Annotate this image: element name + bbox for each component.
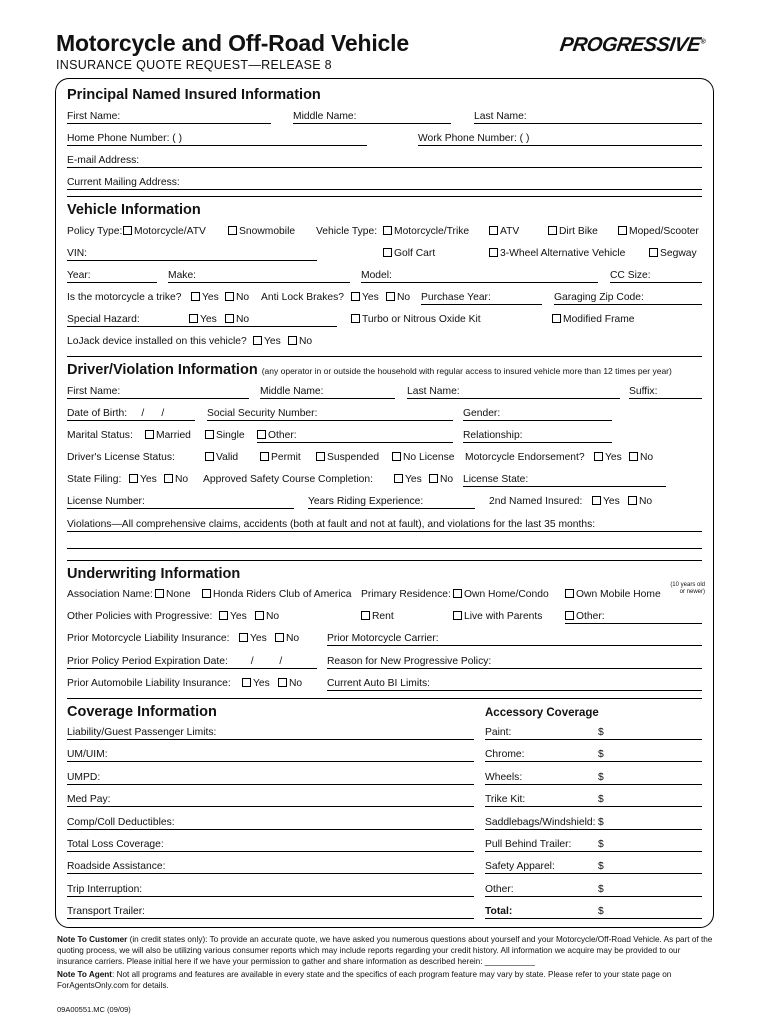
state-filing-row (67, 473, 702, 487)
second-yes-checkbox[interactable]: Yes (592, 495, 620, 508)
trike-yes-checkbox[interactable]: Yes (191, 291, 219, 304)
dollar-sign: $ (598, 771, 604, 783)
form-subtitle: INSURANCE QUOTE REQUEST—RELEASE 8 (56, 58, 332, 72)
agent-note: Note To Agent: Not all programs and features are available in every state and the specifics of each program feature may vary by state. Please refer to your state page on ForAgentsOnly.com for details. (57, 970, 672, 990)
coverage-row (67, 748, 702, 762)
policy-type-label: Policy Type: (67, 226, 123, 237)
auto-liability-label: Prior Automobile Liability Insurance: (67, 678, 231, 689)
coverage-row (67, 793, 702, 807)
hazard-yes-checkbox[interactable]: Yes (189, 313, 217, 326)
second-insured-label: 2nd Named Insured: (489, 496, 583, 507)
golf-cart-checkbox[interactable]: Golf Cart (383, 247, 435, 260)
relationship-field[interactable]: Relationship: (463, 429, 612, 443)
section-heading-vehicle: Vehicle Information (67, 202, 201, 218)
middle-name-field[interactable]: Middle Name: (293, 110, 451, 124)
violations-line[interactable] (67, 548, 702, 549)
coverage-limit-field[interactable]: UMPD: (67, 771, 474, 785)
turbo-checkbox[interactable]: Turbo or Nitrous Oxide Kit (351, 313, 481, 326)
last-name-field[interactable]: Last Name: (474, 110, 702, 124)
honda-club-checkbox[interactable]: Honda Riders Club of America (202, 588, 352, 601)
other-policies-yes-checkbox[interactable]: Yes (219, 610, 247, 623)
garaging-zip-field[interactable]: Garaging Zip Code: (554, 291, 702, 305)
section-divider (67, 356, 702, 357)
none-checkbox[interactable]: None (155, 588, 191, 601)
trike-question: Is the motorcycle a trike? (67, 292, 182, 303)
prior-carrier-field[interactable]: Prior Motorcycle Carrier: (327, 632, 702, 646)
lojack-row (67, 335, 702, 349)
coverage-limit-field[interactable]: Total Loss Coverage: (67, 838, 474, 852)
endorsement-yes-checkbox[interactable]: Yes (594, 451, 622, 464)
license-number-row (67, 495, 702, 509)
single-checkbox[interactable]: Single (205, 429, 245, 442)
ssn-field[interactable]: Social Security Number: (207, 407, 453, 421)
coverage-limit-field[interactable]: Roadside Assistance: (67, 860, 474, 874)
coverage-limit-field[interactable]: Transport Trailer: (67, 905, 474, 919)
abs-no-checkbox[interactable]: No (386, 291, 410, 304)
policy-type-row (67, 225, 702, 239)
coverage-limit-field[interactable]: UM/UIM: (67, 748, 474, 762)
dollar-sign: $ (598, 794, 604, 806)
section-heading-driver: Driver/Violation Information (any operator in or outside the household with regular access to insured vehicle more than 12 times per year) (67, 362, 672, 378)
auto-liability-row (67, 677, 702, 691)
abs-yes-checkbox[interactable]: Yes (351, 291, 379, 304)
section-divider (67, 196, 702, 197)
auto-liability-yes-checkbox[interactable]: Yes (242, 677, 270, 690)
license-state-field[interactable]: License State: (463, 473, 666, 487)
purchase-year-field[interactable]: Purchase Year: (421, 291, 542, 305)
section-heading-insured: Principal Named Insured Information (67, 87, 321, 103)
association-row (67, 582, 705, 602)
state-filing-label: State Filing: (67, 474, 122, 485)
cc-size-field[interactable]: CC Size: (610, 269, 702, 283)
motorcycle-trike-checkbox[interactable]: Motorcycle/Trike (383, 225, 469, 238)
prior-liability-yes-checkbox[interactable]: Yes (239, 632, 267, 645)
dob-row (67, 407, 702, 421)
accessory-field[interactable]: Wheels: (485, 771, 702, 785)
accessory-heading: Accessory Coverage (485, 707, 599, 719)
dollar-sign: $ (598, 839, 604, 850)
marital-row (67, 429, 702, 443)
work-phone-field[interactable]: Work Phone Number: ( ) (418, 132, 702, 146)
coverage-row (67, 726, 702, 740)
years-riding-field[interactable]: Years Riding Experience: (308, 495, 475, 509)
gender-field[interactable]: Gender: (463, 407, 612, 421)
lojack-question: LoJack device installed on this vehicle? (67, 336, 247, 347)
other-policies-label: Other Policies with Progressive: (67, 611, 213, 622)
section-divider (67, 560, 702, 561)
insured-name-row (67, 110, 702, 124)
coverage-limit-field[interactable]: Comp/Coll Deductibles: (67, 816, 474, 830)
lojack-no-checkbox[interactable]: No (288, 335, 312, 348)
accessory-field[interactable]: Paint: (485, 726, 702, 740)
phone-row (67, 132, 702, 146)
first-name-field[interactable]: First Name: (67, 110, 271, 124)
filing-yes-checkbox[interactable]: Yes (129, 473, 157, 486)
prior-liability-row (67, 632, 702, 646)
primary-residence-label: Primary Residence: (361, 589, 451, 600)
auto-liability-no-checkbox[interactable]: No (278, 677, 302, 690)
license-status-row (67, 451, 702, 465)
coverage-limit-field[interactable]: Trip Interruption: (67, 883, 474, 897)
segway-checkbox[interactable]: Segway (649, 247, 697, 260)
vin-field[interactable]: VIN: (67, 247, 317, 261)
special-hazard-field[interactable]: Special Hazard: (67, 313, 337, 327)
section-heading-underwriting: Underwriting Information (67, 566, 241, 582)
form-code: 09A00551.MC (09/09) (57, 1005, 131, 1014)
dollar-sign: $ (598, 861, 604, 873)
driver-last-name-field[interactable]: Last Name: (407, 385, 620, 399)
coverage-limit-field[interactable]: Liability/Guest Passenger Limits: (67, 726, 474, 740)
expiration-row (67, 655, 702, 669)
auto-bi-field[interactable]: Current Auto BI Limits: (327, 677, 702, 691)
association-label: Association Name: (67, 589, 153, 600)
three-wheel-checkbox[interactable]: 3-Wheel Alternative Vehicle (489, 247, 625, 260)
vin-row (67, 247, 702, 261)
email-field[interactable]: E-mail Address: (67, 154, 702, 168)
driver-first-name-field[interactable]: First Name: (67, 385, 249, 399)
marital-other-field[interactable]: Other: (257, 429, 453, 443)
atv-checkbox[interactable]: ATV (489, 225, 519, 238)
home-phone-field[interactable]: Home Phone Number: ( ) (67, 132, 367, 146)
marital-label: Marital Status: (67, 430, 133, 441)
endorsement-label: Motorcycle Endorsement? (465, 452, 585, 463)
email-row (67, 154, 702, 168)
second-no-checkbox[interactable]: No (628, 495, 652, 508)
hazard-no-checkbox[interactable]: No (225, 313, 249, 326)
mailing-row (67, 176, 702, 190)
violations-row (67, 518, 702, 532)
coverage-limit-field[interactable]: Med Pay: (67, 793, 474, 807)
snowmobile-checkbox[interactable]: Snowmobile (228, 225, 295, 238)
own-home-checkbox[interactable]: Own Home/Condo (453, 588, 549, 601)
make-field[interactable]: Make: (168, 269, 350, 283)
coverage-row (67, 905, 702, 919)
abs-question: Anti Lock Brakes? (261, 292, 344, 303)
coverage-row (67, 883, 702, 897)
form-title: Motorcycle and Off-Road Vehicle (56, 30, 409, 56)
customer-note: Note To Customer (in credit states only): To provide an accurate quote, we have asked you numerous questions about yourself and your Motorcycle/Off-Road Vehicle. As part of the quoting process, we will also be utilizing various consumer reports which may include reports regarding your credit history. All information we acquire may be provided to our insurance carriers. Please initial here if we have your permission to gather and share information as described herein: ___________ (57, 935, 713, 966)
model-field[interactable]: Model: (361, 269, 598, 283)
dollar-sign: $ (598, 906, 604, 918)
modified-frame-checkbox[interactable]: Modified Frame (552, 313, 635, 326)
rent-checkbox[interactable]: Rent (361, 610, 394, 623)
reason-field[interactable]: Reason for New Progressive Policy: (327, 655, 702, 669)
trike-no-checkbox[interactable]: No (225, 291, 249, 304)
safety-no-checkbox[interactable]: No (429, 473, 453, 486)
expiration-date-field[interactable]: Prior Policy Period Expiration Date: / / (67, 655, 317, 669)
coverage-row (67, 860, 702, 874)
filing-no-checkbox[interactable]: No (164, 473, 188, 486)
vehicle-type-label: Vehicle Type: (316, 226, 378, 237)
live-with-parents-checkbox[interactable]: Live with Parents (453, 610, 542, 623)
year-make-row (67, 269, 702, 283)
coverage-row (67, 816, 702, 830)
suspended-checkbox[interactable]: Suspended (316, 451, 379, 464)
prior-liability-no-checkbox[interactable]: No (275, 632, 299, 645)
violations-field[interactable]: Violations—All comprehensive claims, accidents (both at fault and not at fault), and violations for the last 35 months: (67, 518, 702, 532)
safety-course-label: Approved Safety Course Completion: (203, 474, 373, 485)
accessory-field[interactable]: Trike Kit: (485, 793, 702, 807)
ten-years-note: (10 years old or newer) (670, 582, 705, 595)
section-heading-coverage: Coverage Information (67, 704, 217, 720)
dollar-sign: $ (598, 727, 604, 738)
valid-checkbox[interactable]: Valid (205, 451, 238, 464)
accessory-field[interactable]: Saddlebags/Windshield: (485, 816, 702, 830)
prior-liability-label: Prior Motorcycle Liability Insurance: (67, 633, 230, 644)
driver-name-row (67, 385, 702, 399)
residence-other-field[interactable]: Other: (565, 610, 702, 624)
mailing-address-field[interactable]: Current Mailing Address: (67, 176, 702, 190)
dollar-sign: $ (598, 883, 604, 895)
progressive-logo: PROGRESSIVE® (558, 34, 706, 56)
motorcycle-atv-checkbox[interactable]: Motorcycle/ATV (123, 225, 206, 238)
accessory-field[interactable]: Safety Apparel: (485, 860, 702, 874)
moped-scooter-checkbox[interactable]: Moped/Scooter (618, 225, 699, 238)
other-policies-no-checkbox[interactable]: No (255, 610, 279, 623)
dob-field[interactable]: Date of Birth: / / (67, 407, 195, 421)
hazard-row (67, 313, 702, 327)
driver-middle-name-field[interactable]: Middle Name: (260, 385, 395, 399)
dirt-bike-checkbox[interactable]: Dirt Bike (548, 225, 598, 238)
trike-abs-row (67, 291, 702, 305)
own-mobile-checkbox[interactable]: Own Mobile Home (565, 588, 661, 601)
no-license-checkbox[interactable]: No License (392, 451, 455, 464)
dollar-sign: $ (598, 816, 604, 828)
accessory-field[interactable]: Pull Behind Trailer: (485, 838, 702, 852)
section-divider (67, 698, 702, 699)
year-field[interactable]: Year: (67, 269, 157, 283)
other-policies-row (67, 610, 702, 624)
footer-notes (57, 934, 714, 991)
license-status-label: Driver's License Status: (67, 452, 175, 463)
accessory-field[interactable]: Chrome: (485, 748, 702, 762)
dollar-sign: $ (598, 749, 604, 761)
coverage-row (67, 771, 702, 785)
coverage-row (67, 838, 702, 852)
accessory-field[interactable]: Total: (485, 905, 702, 919)
permit-checkbox[interactable]: Permit (260, 451, 301, 464)
married-checkbox[interactable]: Married (145, 429, 191, 442)
lojack-yes-checkbox[interactable]: Yes (253, 335, 281, 348)
accessory-field[interactable]: Other: (485, 883, 702, 897)
license-number-field[interactable]: License Number: (67, 495, 294, 509)
safety-yes-checkbox[interactable]: Yes (394, 473, 422, 486)
suffix-field[interactable]: Suffix: (629, 385, 702, 399)
endorsement-no-checkbox[interactable]: No (629, 451, 653, 464)
